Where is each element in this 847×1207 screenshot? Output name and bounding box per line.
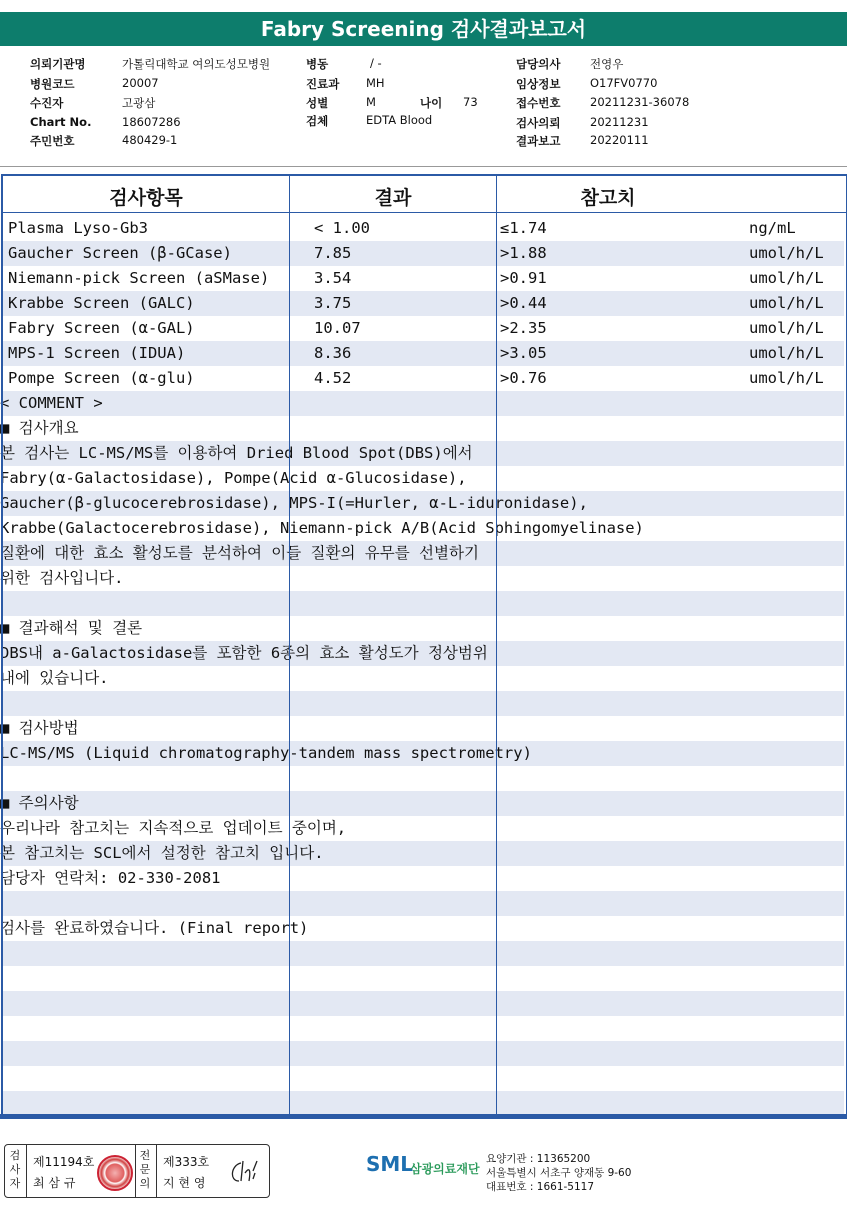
info-label: 주민번호 [30, 134, 75, 148]
unit: umol/h/L [749, 369, 824, 387]
info-value: 73 [463, 95, 478, 109]
unit: umol/h/L [749, 244, 824, 262]
info-label: 병동 [306, 57, 329, 71]
header-reference: 참고치 [580, 187, 636, 209]
info-value: 20211231 [590, 115, 649, 129]
column-divider [289, 176, 290, 1117]
sig2-license-no: 제333호 [163, 1155, 210, 1169]
handwritten-signature [227, 1157, 263, 1187]
unit: umol/h/L [749, 344, 824, 362]
info-label: 성별 [306, 96, 329, 110]
unit: umol/h/L [749, 269, 824, 287]
comment-line: DBS내 a-Galactosidase를 포함한 6종의 효소 활성도가 정상범위 [0, 644, 488, 662]
table-bottom-bar [0, 1114, 847, 1119]
divider [135, 1145, 136, 1197]
reference-range: ≤1.74 [500, 219, 547, 237]
unit: umol/h/L [749, 294, 824, 312]
comment-line: Fabry(α-Galactosidase), Pompe(Acid α-Glucosidase), [0, 469, 467, 487]
info-label: 결과보고 [516, 134, 561, 148]
comment-line: < COMMENT > [0, 394, 103, 412]
info-label: 병원코드 [30, 77, 75, 91]
comment-line: 우리나라 참고치는 지속적으로 업데이트 중이며, [0, 819, 347, 837]
comment-line: LC-MS/MS (Liquid chromatography-tandem mass spectrometry) [0, 744, 532, 762]
sig1-name: 최 삼 규 [33, 1176, 76, 1190]
test-name: Niemann-pick Screen (aSMase) [8, 269, 270, 287]
footer [0, 1138, 847, 1207]
info-value: 가톨릭대학교 여의도성모병원 [122, 57, 271, 71]
divider [0, 166, 847, 167]
info-value: 20007 [122, 76, 159, 90]
unit: ng/mL [749, 219, 796, 237]
institution-phone: 대표번호 : 1661-5117 [486, 1181, 595, 1193]
reference-range: >3.05 [500, 344, 547, 362]
reference-range: >2.35 [500, 319, 547, 337]
test-result: 10.07 [314, 319, 361, 337]
report-title: Fabry Screening 검사결과보고서 [0, 12, 847, 46]
test-result: 7.85 [314, 244, 352, 262]
divider [26, 1145, 27, 1197]
sig1-vertical-label: 검사자 [9, 1149, 21, 1190]
info-label: 수진자 [30, 96, 64, 110]
institution-code: 요양기관 : 11365200 [486, 1153, 591, 1165]
info-value: 480429-1 [122, 133, 178, 147]
info-label: 임상정보 [516, 77, 561, 91]
comment-line: 내에 있습니다. [0, 669, 109, 687]
results-table [0, 174, 847, 1120]
signature-box [4, 1144, 270, 1198]
seal-stamp [97, 1155, 133, 1191]
test-result: 4.52 [314, 369, 352, 387]
sig1-license-no: 제11194호 [33, 1155, 95, 1169]
sml-logo-text: 삼광의료재단 [410, 1162, 480, 1176]
comment-line: 본 검사는 LC-MS/MS를 이용하여 Dried Blood Spot(DBS)에서 [0, 444, 473, 462]
header-divider [1, 212, 846, 213]
comment-line: 담당자 연락처: 02-330-2081 [0, 869, 221, 887]
header-result: 결과 [374, 187, 412, 209]
comment-line: 질환에 대한 효소 활성도를 분석하여 이들 질환의 유무를 선별하기 [0, 544, 479, 562]
info-value: / - [370, 56, 382, 70]
test-result: 3.54 [314, 269, 352, 287]
test-name: Gaucher Screen (β-GCase) [8, 244, 232, 262]
sml-logo: SML [366, 1152, 414, 1176]
info-label: 접수번호 [516, 96, 561, 110]
info-label: Chart No. [30, 115, 92, 129]
info-label: 담당의사 [516, 57, 561, 71]
header-item: 검사항목 [109, 187, 183, 209]
test-name: MPS-1 Screen (IDUA) [8, 344, 186, 362]
info-value: MH [366, 76, 385, 90]
reference-range: >0.76 [500, 369, 547, 387]
reference-range: >0.44 [500, 294, 547, 312]
reference-range: >1.88 [500, 244, 547, 262]
info-value: 고광삼 [122, 96, 156, 110]
sig2-vertical-label: 전문의 [139, 1149, 151, 1190]
comment-line: ■ 검사방법 [0, 719, 79, 737]
unit: umol/h/L [749, 319, 824, 337]
comment-line: 검사를 완료하였습니다. (Final report) [0, 919, 309, 937]
info-value: 20220111 [590, 133, 649, 147]
info-value: O17FV0770 [590, 76, 658, 90]
info-label: 나이 [420, 96, 443, 110]
comment-line: ■ 주의사항 [0, 794, 79, 812]
comment-line: 위한 검사입니다. [0, 569, 124, 587]
comment-line: 본 참고치는 SCL에서 설정한 참고치 입니다. [0, 844, 324, 862]
info-value: 20211231-36078 [590, 95, 690, 109]
divider [156, 1145, 157, 1197]
test-result: < 1.00 [314, 219, 370, 237]
test-name: Krabbe Screen (GALC) [8, 294, 195, 312]
sig2-name: 지 현 영 [163, 1176, 206, 1190]
test-result: 3.75 [314, 294, 352, 312]
institution-address: 서울특별시 서초구 양재동 9-60 [486, 1167, 632, 1179]
info-label: 검체 [306, 114, 329, 128]
test-name: Plasma Lyso-Gb3 [8, 219, 148, 237]
reference-range: >0.91 [500, 269, 547, 287]
info-value: EDTA Blood [366, 113, 433, 127]
info-label: 검사의뢰 [516, 116, 561, 130]
info-value: 18607286 [122, 115, 181, 129]
comment-line: ■ 결과해석 및 결론 [0, 619, 143, 637]
comment-line: Krabbe(Galactocerebrosidase), Niemann-pick A/B(Acid Sphingomyelinase) [0, 519, 644, 537]
info-label: 진료과 [306, 77, 340, 91]
test-name: Pompe Screen (α-glu) [8, 369, 195, 387]
info-value: 전영우 [590, 57, 624, 71]
test-name: Fabry Screen (α-GAL) [8, 319, 195, 337]
info-value: M [366, 95, 376, 109]
info-label: 의뢰기관명 [30, 57, 86, 71]
test-result: 8.36 [314, 344, 352, 362]
table-frame [1, 174, 847, 1117]
institution-info [486, 1152, 631, 1194]
comment-line: Gaucher(β-glucocerebrosidase), MPS-I(=Hurler, α-L-iduronidase), [0, 494, 588, 512]
comment-line: ■ 검사개요 [0, 419, 79, 437]
column-divider [496, 176, 497, 1117]
